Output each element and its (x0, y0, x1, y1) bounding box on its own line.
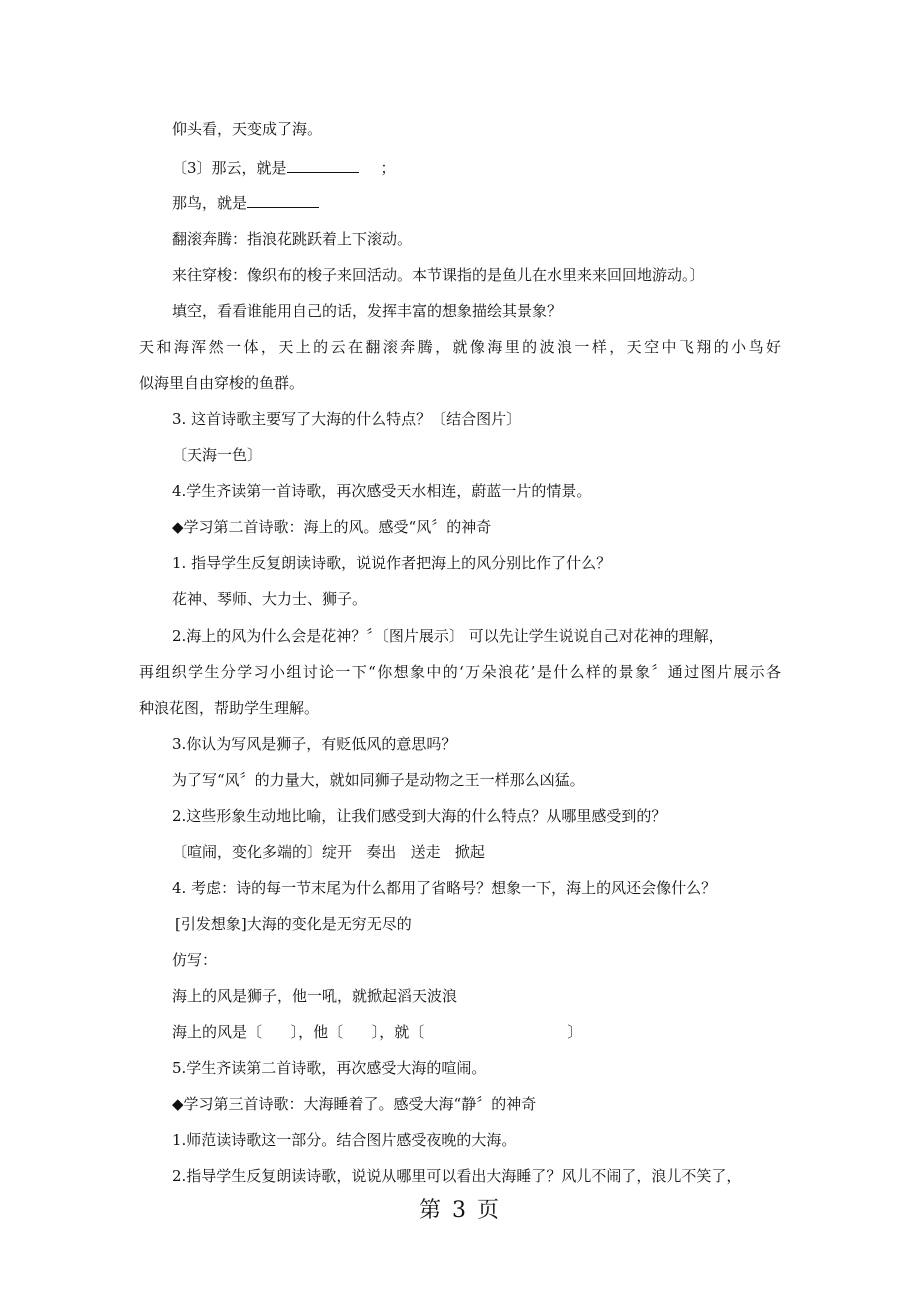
text-line: 翻滚奔腾：指浪花跳跃着上下滚动。 (172, 230, 413, 248)
text-line: 海上的风是狮子，他一吼，就掀起滔天波浪 (172, 987, 458, 1005)
text-span: 〔3〕那云，就是 (172, 159, 287, 177)
text-line: 3.你认为写风是狮子，有贬低风的意思吗？ (172, 735, 457, 753)
text-line: 1. 指导学生反复朗读诗歌，说说作者把海上的风分别比作了什么？ (172, 554, 612, 572)
text-line: 为了写“风〞的力量大，就如同狮子是动物之王一样那么凶猛。 (172, 771, 585, 789)
text-line: 仰头看，天变成了海。 (172, 120, 323, 138)
paragraph-line: 2.海上的风为什么会是花神？〞〔图片展示〕 可以先让学生说说自己对花神的理解， (172, 627, 724, 645)
text-span: ； (380, 159, 396, 177)
paragraph-line: 再组织学生分学习小组讨论一下“你想象中的‘万朵浪花’是什么样的景象〞通过图片展示各 (139, 663, 781, 681)
blank-line (247, 191, 319, 208)
text-line: 填空，看看谁能用自己的话，发挥丰富的想象描绘其景象？ (172, 302, 563, 320)
text-line: 仿写： (172, 951, 218, 969)
text-line: 1.师范读诗歌这一部分。结合图片感受夜晚的大海。 (172, 1131, 517, 1149)
paragraph-line: 似海里自由穿梭的鱼群。 (139, 374, 305, 392)
fill-in-template: 海上的风是〔 〕，他〔 〕，就〔 〕 (172, 1023, 583, 1041)
fill-in-bird (172, 191, 319, 214)
text-line: 花神、琴师、大力士、狮子。 (172, 590, 368, 608)
section-heading: ◆学习第二首诗歌：海上的风。感受“风〞的神奇 (172, 518, 492, 536)
text-line: 来往穿梭：像织布的梭子来回活动。本节课指的是鱼儿在水里来来回回地游动。〕 (172, 266, 705, 284)
text-line: 〔天海一色〕 (172, 446, 263, 464)
text-line: 2.指导学生反复朗读诗歌，说说从哪里可以看出大海睡了？风儿不闹了，浪儿不笑了， (172, 1167, 742, 1185)
section-heading: ◆学习第三首诗歌：大海睡着了。感受大海“静〞的神奇 (172, 1095, 537, 1113)
text-line: 4. 考虑：诗的每一节末尾为什么都用了省略号？想象一下，海上的风还会像什么？ (172, 879, 717, 897)
text-line: 4.学生齐读第一首诗歌，再次感受天水相连，蔚蓝一片的情景。 (172, 482, 592, 500)
fill-in-cloud (172, 156, 396, 179)
text-line: 〔喧闹，变化多端的〕绽开 奏出 送走 掀起 (172, 843, 485, 861)
page-number: 第 3 页 (419, 1198, 501, 1223)
paragraph-line: 种浪花图，帮助学生理解。 (139, 699, 320, 717)
text-line: [引发想象]大海的变化是无穷无尽的 (175, 915, 412, 933)
text-line: 5.学生齐读第二首诗歌，再次感受大海的喧闹。 (172, 1059, 487, 1077)
text-span: 那鸟，就是 (172, 194, 248, 212)
paragraph-line: 天和海浑然一体，天上的云在翻滚奔腾，就像海里的波浪一样，天空中飞翔的小鸟好 (139, 338, 781, 356)
text-line: 3. 这首诗歌主要写了大海的什么特点？〔结合图片〕 (172, 410, 522, 428)
text-line: 2.这些形象生动地比喻，让我们感受到大海的什么特点？从哪里感受到的？ (172, 807, 667, 825)
blank-line (287, 156, 359, 173)
